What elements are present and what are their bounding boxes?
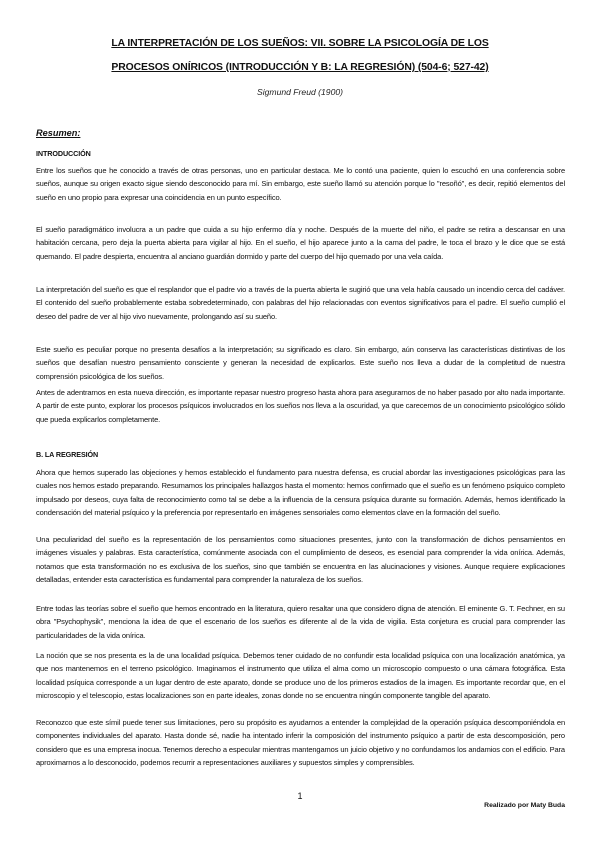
paragraph: Entre todas las teorías sobre el sueño que hemos encontrado en la literatura, quiero resaltar una que considero digna de atención. El eminente G. T. Fechner, en su obra "Psychophysik", menciona la idea de que el escenario de los sueños es diferente al de la vida de vigilia. Esta conjetura es crucial para comprender las particularidades de la vida onírica.	[36, 604, 565, 640]
document-title-line-1: LA INTERPRETACIÓN DE LOS SUEÑOS: VII. SOBRE LA PSICOLOGÍA DE LOS	[111, 38, 489, 49]
document-author: Sigmund Freud (1900)	[257, 87, 343, 97]
paragraph: La interpretación del sueño es que el resplandor que el padre vio a través de la puerta abierta le sugirió que una vela había causado un incendio cerca del cadáver. El contenido del sueño probablemente estaba sobredeterminado, con palabras del hijo relacionadas con eventos significativos para el padre. El sueño cumplió el deseo del padre de ver al hijo vivo nuevamente, prolongando así su sueño.	[36, 285, 565, 321]
section-heading-introduccion: INTRODUCCIÓN	[36, 149, 91, 158]
paragraph: La noción que se nos presenta es la de una localidad psíquica. Debemos tener cuidado de no confundir esta localidad psíquica con una localización anatómica, ya que nos mantenemos en el terreno psicológico. Imaginamos el instrumento que utiliza el alma como un microscopio compuesto o una cámara fotográfica. Esta localidad psíquica corresponde a un lugar dentro de este aparato, donde se produce uno de los primeros estadios de la imagen. Es importante recordar que, en el microscopio y el telescopio, estas localizaciones son en parte ideales, zonas donde no se encuentra ningún componente tangible del aparato.	[36, 651, 565, 700]
paragraph: Este sueño es peculiar porque no presenta desafíos a la interpretación; su significado es claro. Sin embargo, aún conserva las características distintivas de los sueños que desafían nuestro pensamiento consciente y generan la necesidad de explicarlos. Este sueño nos lleva a dudar de la completitud de nuestra comprensión psicológica de los sueños.	[36, 345, 565, 381]
summary-label: Resumen:	[36, 128, 81, 138]
document-title-line-2: PROCESOS ONÍRICOS (INTRODUCCIÓN Y B: LA REGRESIÓN) (504-6; 527-42)	[111, 62, 489, 73]
paragraph: Una peculiaridad del sueño es la representación de los pensamientos como situaciones presentes, junto con la transformación de dichos pensamientos en imágenes visuales y palabras. Esta característica, comúnmente asociada con el cumplimiento de deseos, es esencial para comprender la vida onírica. Además, notamos que esta transformación no es exclusiva de los sueños, sino que también se encuentra en las alucinaciones y visiones. Aunque requiere explicaciones detalladas, entender esta característica es fundamental para comprender la naturaleza de los sueños.	[36, 535, 565, 584]
footer-credit: Realizado por Maty Buda	[484, 802, 565, 809]
paragraph: Entre los sueños que he conocido a través de otras personas, uno en particular destaca. Me lo contó una paciente, quien lo escuchó en una conferencia sobre sueños, aunque su origen exacto sigue siendo desconocido para mí. Sin embargo, este sueño llamó su atención porque lo "resoñó", es decir, repitió elementos del sueño en uno propio para expresar una coincidencia en un punto específico.	[36, 166, 565, 202]
paragraph: Reconozco que este símil puede tener sus limitaciones, pero su propósito es ayudarnos a entender la complejidad de la operación psíquica descomponiéndola en componentes individuales del aparato. Hasta donde sé, nadie ha intentado inferir la composición del instrumento psíquico a partir de esta descomposición, pero considero que es una empresa inocua. Tenemos derecho a especular mientras mantengamos un juicio objetivo y no confundamos los andamios con el edificio. Para aproximarnos a lo desconocido, podemos recurrir a representaciones auxiliares y supuestos simples y comprensibles.	[36, 718, 565, 767]
paragraph: El sueño paradigmático involucra a un padre que cuida a su hijo enfermo día y noche. Después de la muerte del niño, el padre se retira a descansar en una habitación cercana, pero deja la puerta abierta para vigilar al hijo. En el sueño, el hijo aparece junto a la cama del padre, le toca el brazo y le dice que se está quemando. El padre despierta, encuentra al anciano guardián dormido y parte del cuerpo del hijo quemado por una vela caída.	[36, 225, 565, 261]
paragraph: Antes de adentrarnos en esta nueva dirección, es importante repasar nuestro progreso hasta ahora para asegurarnos de no haber pasado por alto nada importante. A partir de este punto, explorar los procesos psíquicos involucrados en los sueños nos lleva a la oscuridad, ya que carecemos de un conocimiento psicológico sólido que pueda explicarlos completamente.	[36, 388, 565, 424]
paragraph: Ahora que hemos superado las objeciones y hemos establecido el fundamento para nuestra defensa, es crucial abordar las investigaciones psicológicas para las cuales nos hemos estado preparando. Resumamos los principales hallazgos hasta el momento: hemos confirmado que el sueño es un fenómeno psíquico completo impulsado por deseos, cuya falta de reconocimiento como tal se debe a la influencia de la censura psíquica durante su formación. Además, hemos identificado la condensación del material psíquico y la preferencia por representarlo en imágenes sensoriales como elementos clave en la formación del sueño.	[36, 468, 565, 517]
page-number: 1	[297, 791, 303, 801]
section-heading-regresion: B. LA REGRESIÓN	[36, 450, 99, 459]
